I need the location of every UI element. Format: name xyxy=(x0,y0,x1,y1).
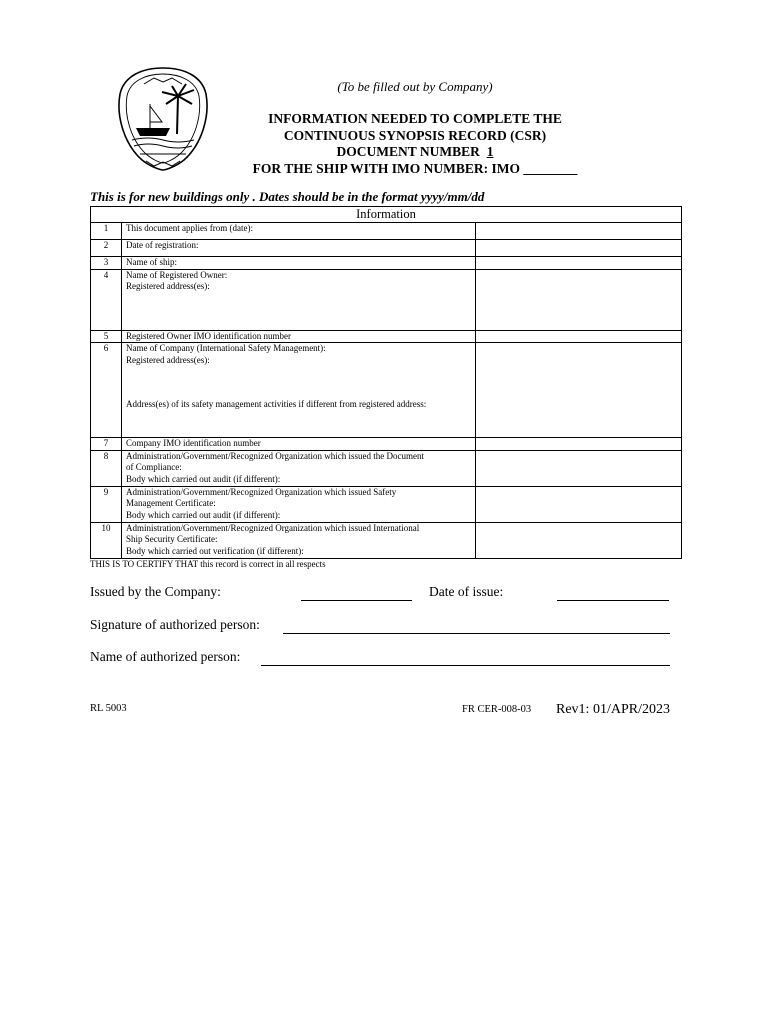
row-number: 2 xyxy=(91,240,122,257)
row-label: Company IMO identification number xyxy=(122,438,476,451)
table-header: Information xyxy=(91,207,682,223)
row-value-field[interactable] xyxy=(476,438,682,451)
row-number: 3 xyxy=(91,257,122,270)
row-number: 6 xyxy=(91,343,122,438)
date-of-issue-field[interactable] xyxy=(557,588,669,601)
authorized-name-label: Name of authorized person: xyxy=(90,649,241,664)
document-number-label: DOCUMENT NUMBER xyxy=(336,144,480,159)
table-row xyxy=(91,438,682,451)
row-label xyxy=(122,450,476,486)
title-line-2: CONTINUOUS SYNOPSIS RECORD (CSR) xyxy=(283,127,547,143)
date-of-issue-label: Date of issue: xyxy=(429,584,504,599)
issued-by-field[interactable] xyxy=(301,588,412,601)
form-code: RL 5003 xyxy=(90,703,127,714)
table-row xyxy=(91,330,682,343)
row-value-field[interactable] xyxy=(476,450,682,486)
row-value-field[interactable] xyxy=(476,269,682,330)
date-format-note: This is for new buildings only . Dates should be in the format yyyy/mm/dd xyxy=(90,189,485,204)
row-label-line: Administration/Government/Recognized Organization which issued Safety xyxy=(126,486,397,497)
row-label-line: Administration/Government/Recognized Organization which issued the Document xyxy=(126,450,425,461)
title-line-3 xyxy=(230,144,600,161)
table-row xyxy=(91,486,682,522)
row-number: 1 xyxy=(91,223,122,240)
information-table xyxy=(90,206,682,559)
row-label-line: Name of Company (International Safety Management): xyxy=(126,343,326,353)
revision-label: Rev1: 01/APR/2023 xyxy=(556,702,670,717)
row-label-line: Body which carried out audit (if different): xyxy=(126,473,281,484)
form-subtitle: (To be filled out by Company) xyxy=(337,79,493,94)
row-label-line: Body which carried out verification (if different): xyxy=(126,545,304,556)
table-row xyxy=(91,450,682,486)
row-label-line: Name of Registered Owner: xyxy=(126,269,228,280)
certify-statement: THIS IS TO CERTIFY THAT this record is correct in all respects xyxy=(90,559,326,569)
title-line-4: FOR THE SHIP WITH IMO NUMBER: IMO ________ xyxy=(252,160,578,176)
row-value-field[interactable] xyxy=(476,522,682,558)
row-label: Name of ship: xyxy=(122,257,476,270)
row-label: Date of registration: xyxy=(122,240,476,257)
table-header-row xyxy=(91,207,682,223)
row-value-field[interactable] xyxy=(476,257,682,270)
table-row xyxy=(91,269,682,330)
title-line-1: INFORMATION NEEDED TO COMPLETE THE xyxy=(268,111,562,126)
table-row xyxy=(91,257,682,270)
issued-by-label: Issued by the Company: xyxy=(90,584,221,599)
row-number: 5 xyxy=(91,330,122,343)
signature-label: Signature of authorized person: xyxy=(90,617,260,632)
row-label: This document applies from (date): xyxy=(122,223,476,240)
row-label-line: of Compliance: xyxy=(126,462,182,472)
row-label xyxy=(122,269,476,330)
liberia-maritime-seal-icon xyxy=(114,64,212,172)
table-row xyxy=(91,343,682,438)
row-label: Registered Owner IMO identification number xyxy=(122,330,476,343)
table-row xyxy=(91,240,682,257)
row-value-field[interactable] xyxy=(476,240,682,257)
row-number: 4 xyxy=(91,269,122,330)
row-value-field[interactable] xyxy=(476,223,682,240)
row-label xyxy=(122,343,476,438)
row-label-line: Registered address(es): xyxy=(126,281,210,291)
document-number-value: 1 xyxy=(486,144,494,159)
table-row xyxy=(91,223,682,240)
row-label-line: Administration/Government/Recognized Organization which issued International xyxy=(126,522,420,533)
row-number: 9 xyxy=(91,486,122,522)
row-label xyxy=(122,522,476,558)
row-label-line: Body which carried out audit (if different): xyxy=(126,509,281,520)
row-number: 10 xyxy=(91,522,122,558)
row-label-line: Address(es) of its safety management activities if different from registered address: xyxy=(126,399,427,409)
row-number: 8 xyxy=(91,450,122,486)
form-reference: FR CER-008-03 xyxy=(462,704,532,715)
row-label xyxy=(122,486,476,522)
authorized-name-field[interactable] xyxy=(261,653,670,666)
row-value-field[interactable] xyxy=(476,330,682,343)
row-value-field[interactable] xyxy=(476,343,682,438)
row-number: 7 xyxy=(91,438,122,451)
signature-field[interactable] xyxy=(283,621,670,634)
row-label-line: Management Certificate: xyxy=(126,498,216,508)
form-title xyxy=(230,111,600,177)
row-value-field[interactable] xyxy=(476,486,682,522)
row-label-line: Ship Security Certificate: xyxy=(126,534,218,544)
table-row xyxy=(91,522,682,558)
row-label-line: Registered address(es): xyxy=(126,354,210,365)
